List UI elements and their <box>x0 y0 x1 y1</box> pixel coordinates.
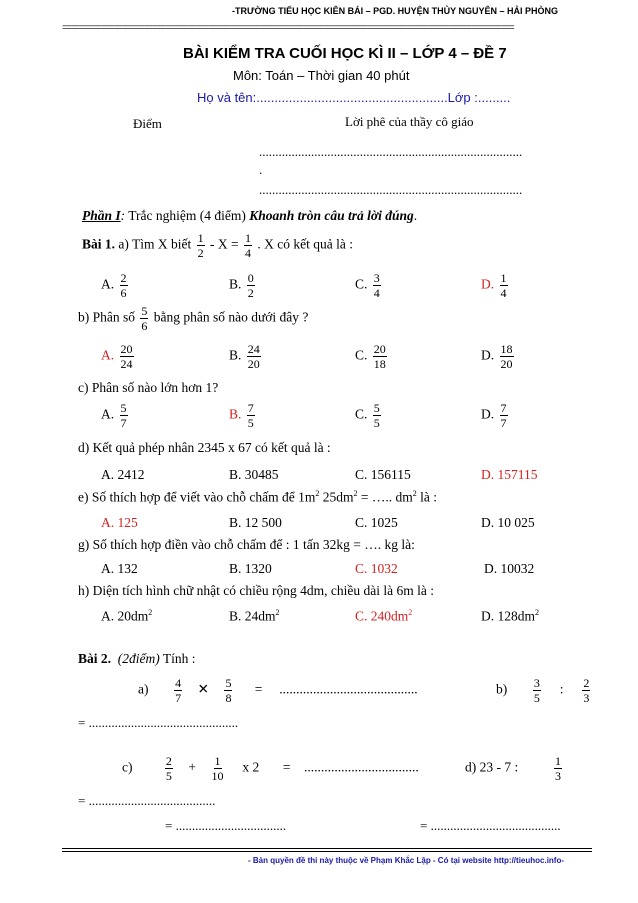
score-label: Điểm <box>133 116 162 131</box>
footer-rule-1 <box>62 848 592 849</box>
comment-line-1: ................................................................................. <box>259 144 523 159</box>
fraction: $\frac{1}{4}$ <box>244 231 251 260</box>
q1b-option-b: B. $\frac{24}{20}$ <box>229 342 260 371</box>
q1a-mid: - X = <box>210 236 239 252</box>
header-rule: ========================================================================================================= <box>62 23 514 33</box>
q1-label: Bài 1. <box>82 236 116 252</box>
subject-line: Môn: Toán – Thời gian 40 phút <box>233 68 410 83</box>
q2c-expression: c) $\frac{2}{5}$ + $\frac{1}{10}$ x 2 = .................................. <box>122 754 419 783</box>
q1a-prefix: a) Tìm X biết <box>118 236 192 252</box>
q1c-option-c: C. $\frac{5}{5}$ <box>355 401 380 430</box>
q1h-option-c: C. $240dm^2$ <box>355 608 413 624</box>
q1e-option-c: C. 1025 <box>355 515 398 530</box>
q1d-option-d: D. 157115 <box>481 467 538 482</box>
q1a-option-b: B. $\frac{0}{2}$ <box>229 271 254 300</box>
q1b-option-d: D. $\frac{18}{20}$ <box>481 342 513 371</box>
q1c-option-a: A. $\frac{5}{7}$ <box>101 401 127 430</box>
q1g-option-c: C. 1032 <box>355 561 398 576</box>
q1c-question: c) Phân số nào lớn hơn 1? <box>78 380 219 395</box>
q1g-option-a: A. 132 <box>101 561 138 576</box>
q1e-option-a: A. 125 <box>101 515 138 530</box>
comment-line-3: ................................................................................. <box>259 182 523 197</box>
page-title: BÀI KIỂM TRA CUỐI HỌC KÌ II – LỚP 4 – ĐỀ 7 <box>183 45 507 62</box>
q1a-option-d: D. $\frac{1}{4}$ <box>481 271 507 300</box>
q1e-option-b: B. 12 500 <box>229 515 282 530</box>
part1-text: Trắc nghiệm (4 điểm) <box>125 208 250 223</box>
part1-heading <box>82 208 417 224</box>
q1a-option-c: C. $\frac{3}{4}$ <box>355 271 380 300</box>
q1d-option-a: A. 2412 <box>101 467 145 482</box>
q1h-option-a: A. $20dm^2$ <box>101 608 153 624</box>
q2-heading: Bài 2. (2điểm) Tính : <box>78 651 196 666</box>
school-header: -TRƯỜNG TIỂU HỌC KIÊN BÁI – PGD. HUYỆN THỦY NGUYÊN – HẢI PHÒNG <box>232 6 559 16</box>
q2b-expression: b) $\frac{3}{5}$ : $\frac{2}{3}$ <box>496 676 590 705</box>
q2a-expression: a) $\frac{4}{7}$ ✕ $\frac{5}{8}$ = ......................................... <box>138 676 418 705</box>
q1h-option-b: B. $24dm^2$ <box>229 608 280 624</box>
q1g-option-d: D. 10032 <box>484 561 535 576</box>
q1h-question: h) Diện tích hình chữ nhật có chiều rộng 4dm, chiều dài là 6m là : <box>78 583 434 598</box>
part1-colon: : <box>120 208 126 223</box>
q1b-option-a: A. $\frac{20}{24}$ <box>101 342 133 371</box>
q1g-option-b: B. 1320 <box>229 561 272 576</box>
comment-label: Lời phê của thầy cô giáo <box>345 114 474 129</box>
q1d-question: d) Kết quả phép nhân 2345 x 67 có kết quả là : <box>78 440 331 455</box>
q1g-question: g) Số thích hợp điền vào chỗ chấm để : 1 tấn 32kg = …. kg là: <box>78 537 415 552</box>
q1h-option-d: D. $128dm^2$ <box>481 608 539 624</box>
footer-rule-2 <box>62 851 592 852</box>
q2a-result-line: = .............................................. <box>78 715 239 730</box>
comment-line-2: . <box>259 162 263 177</box>
q1e-question: e) Số thích hợp để viết vào chỗ chấm để $1m^2$ $25dm^2$ = ….. $dm^2$ là : <box>78 489 437 505</box>
q2c-result-line-2: = .................................. <box>165 818 287 833</box>
q1e-option-d: D. 10 025 <box>481 515 535 530</box>
part1-label: Phần I <box>82 208 121 223</box>
part1-end: . <box>413 208 418 223</box>
footer-copyright: - Bản quyền đề thi này thuộc về Phạm Khắc Lập - Có tại website http://tieuhoc.info- <box>248 856 565 865</box>
q2d-result-line: = ........................................ <box>420 818 561 833</box>
student-name-line: Họ và tên:.....................................................Lớp :......... <box>197 90 511 105</box>
q1d-option-b: B. 30485 <box>229 467 279 482</box>
fraction: $\frac{5}{6}$ <box>141 304 148 333</box>
q1d-option-c: C. 156115 <box>355 467 411 482</box>
q1b-question: b) Phân số $\frac{5}{6}$ bằng phân số nào dưới đây ? <box>78 304 309 333</box>
q1a-suffix: . X có kết quả là : <box>257 236 353 252</box>
q1c-option-d: D. $\frac{7}{7}$ <box>481 401 507 430</box>
q2d-expression: d) 23 - 7 : $\frac{1}{3}$ <box>465 754 561 783</box>
q1a-option-a: A. $\frac{2}{6}$ <box>101 271 127 300</box>
q1a-question <box>82 232 353 259</box>
fraction: $\frac{1}{2}$ <box>197 231 204 260</box>
part1-instruction: Khoanh tròn câu trả lời đúng <box>249 208 414 223</box>
q1c-option-b: B. $\frac{7}{5}$ <box>229 401 254 430</box>
q1b-option-c: C. $\frac{20}{18}$ <box>355 342 386 371</box>
multiply-icon: ✕ <box>197 681 209 697</box>
q2c-result-line: = ....................................... <box>78 793 216 808</box>
